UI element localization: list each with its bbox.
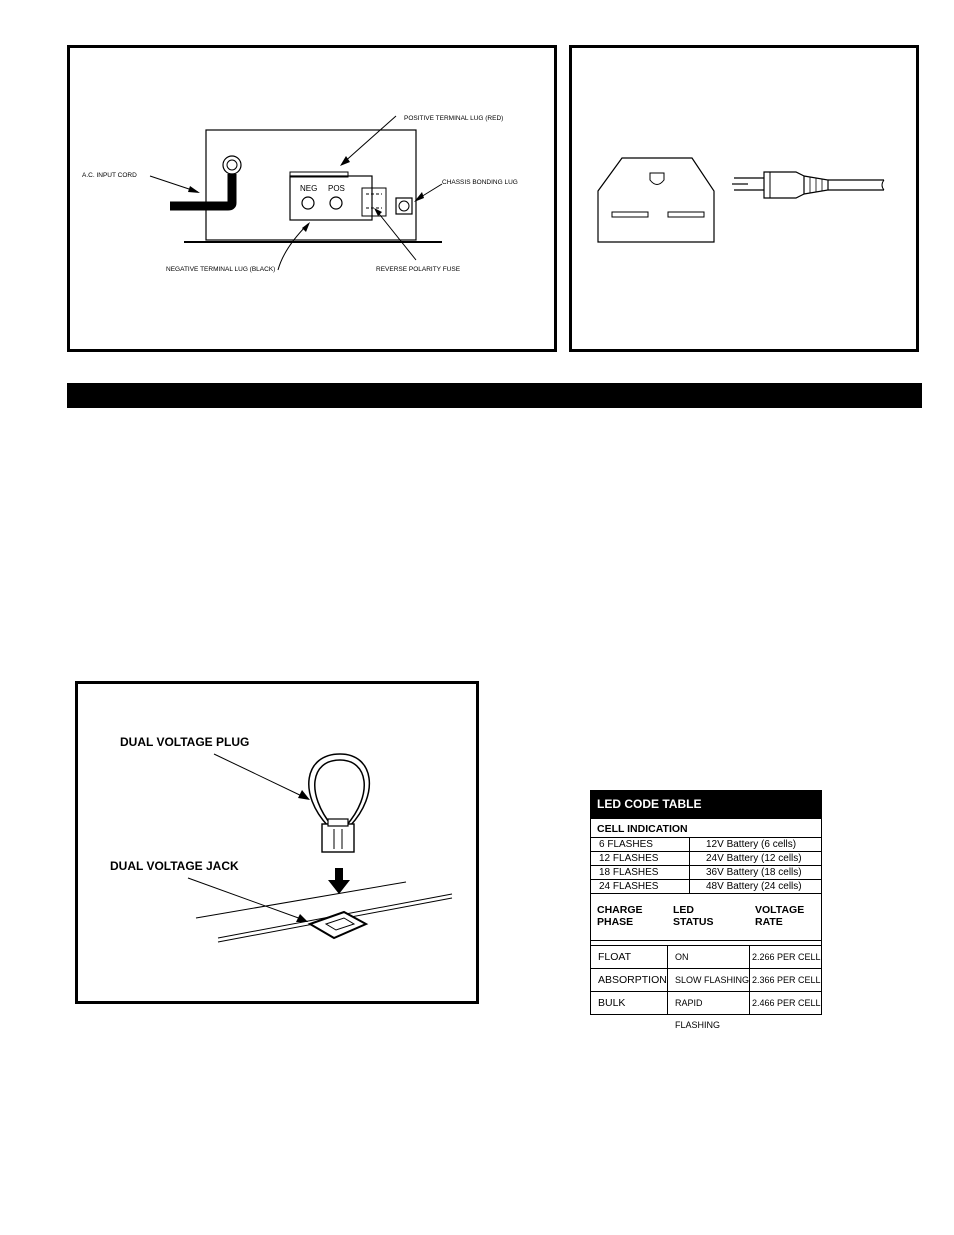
battery-cell: 24V Battery (12 cells) xyxy=(706,853,802,864)
phase-header-row xyxy=(591,894,821,941)
status-cell: RAPID FLASHING xyxy=(668,992,750,1014)
ac-input-cord-label: A.C. INPUT CORD xyxy=(82,172,137,179)
phase-cell: BULK xyxy=(591,992,668,1014)
flashes-cell: 12 FLASHES xyxy=(591,852,690,865)
table-row xyxy=(591,838,821,852)
charger-terminal-diagram xyxy=(67,45,557,352)
flashes-cell: 18 FLASHES xyxy=(591,866,690,879)
led-status-header: LED STATUS xyxy=(673,904,714,928)
battery-cell: 36V Battery (18 cells) xyxy=(706,867,802,878)
table-row xyxy=(591,992,821,1030)
table-row xyxy=(591,852,821,866)
dual-voltage-illustration xyxy=(78,684,476,1001)
rate-cell: 2.466 PER CELL xyxy=(752,998,821,1008)
led-table-title: LED CODE TABLE xyxy=(591,791,821,819)
status-cell: SLOW FLASHING xyxy=(668,969,750,991)
flashes-cell: 6 FLASHES xyxy=(591,838,690,851)
led-code-table xyxy=(590,790,822,1030)
table-row xyxy=(591,866,821,880)
rate-cell: 2.266 PER CELL xyxy=(752,952,821,962)
phase-cell: ABSORPTION xyxy=(591,969,668,991)
table-row xyxy=(591,946,821,969)
neg-label: NEG xyxy=(300,184,318,193)
charge-phase-header: CHARGE PHASE xyxy=(597,904,643,928)
dual-voltage-plug-label: DUAL VOLTAGE PLUG xyxy=(120,735,250,749)
pos-label: POS xyxy=(328,184,345,193)
rate-cell: 2.366 PER CELL xyxy=(752,975,821,985)
table-row xyxy=(591,880,821,894)
chassis-bonding-lug-label: CHASSIS BONDING LUG xyxy=(442,179,518,186)
positive-terminal-label: POSITIVE TERMINAL LUG (RED) xyxy=(404,115,504,122)
status-cell: ON xyxy=(668,946,750,968)
section-banner xyxy=(67,383,922,408)
voltage-rate-header: VOLTAGE RATE xyxy=(755,904,805,928)
dual-voltage-diagram xyxy=(75,681,479,1004)
battery-cell: 12V Battery (6 cells) xyxy=(706,839,797,850)
flashes-cell: 24 FLASHES xyxy=(591,880,690,893)
negative-terminal-label: NEGATIVE TERMINAL LUG (BLACK) xyxy=(166,266,276,273)
outlet-plug-illustration xyxy=(572,48,916,349)
outlet-plug-diagram xyxy=(569,45,919,352)
table-row xyxy=(591,969,821,992)
charger-terminal-illustration xyxy=(70,48,554,349)
battery-cell: 48V Battery (24 cells) xyxy=(706,881,802,892)
cell-indication-heading: CELL INDICATION xyxy=(591,819,821,838)
dual-voltage-jack-label: DUAL VOLTAGE JACK xyxy=(110,859,239,873)
reverse-polarity-fuse-label: REVERSE POLARITY FUSE xyxy=(376,266,461,273)
phase-cell: FLOAT xyxy=(591,946,668,968)
